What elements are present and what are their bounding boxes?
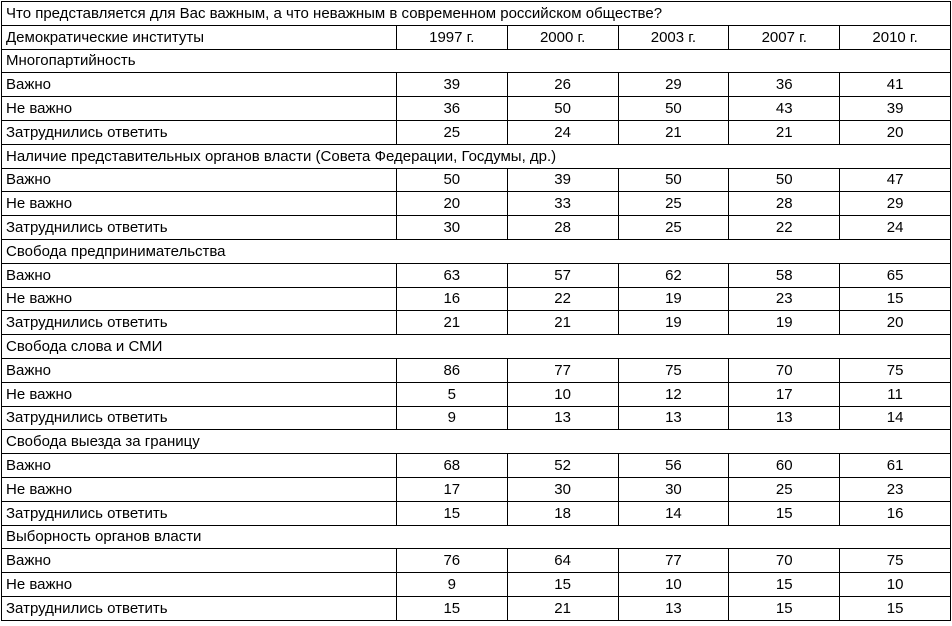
value-cell: 23 [729,287,840,311]
row-label: Важно [2,168,397,192]
value-cell: 15 [396,596,507,620]
value-cell: 57 [507,263,618,287]
value-cell: 19 [729,311,840,335]
value-cell: 15 [507,573,618,597]
value-cell: 86 [396,358,507,382]
value-cell: 63 [396,263,507,287]
value-cell: 28 [729,192,840,216]
value-cell: 43 [729,97,840,121]
value-cell: 21 [618,120,729,144]
table-row [2,406,951,430]
section-header-row [2,430,951,454]
value-cell: 15 [840,596,951,620]
row-label: Не важно [2,192,397,216]
value-cell: 24 [507,120,618,144]
table-row [2,216,951,240]
value-cell: 58 [729,263,840,287]
section-title: Многопартийность [2,49,951,73]
section-title: Свобода предпринимательства [2,239,951,263]
value-cell: 50 [618,168,729,192]
value-cell: 21 [507,311,618,335]
header-year: 2000 г. [507,25,618,49]
value-cell: 76 [396,549,507,573]
value-cell: 28 [507,216,618,240]
value-cell: 25 [618,192,729,216]
value-cell: 21 [507,596,618,620]
value-cell: 75 [840,358,951,382]
table-row [2,311,951,335]
question-title: Что представляется для Вас важным, а что неважным в современном российском обществе? [2,2,951,26]
value-cell: 22 [729,216,840,240]
value-cell: 50 [618,97,729,121]
value-cell: 20 [840,120,951,144]
header-year: 2003 г. [618,25,729,49]
value-cell: 22 [507,287,618,311]
section-title: Свобода выезда за границу [2,430,951,454]
section-title: Наличие представительных органов власти (Совета Федерации, Госдумы, др.) [2,144,951,168]
value-cell: 47 [840,168,951,192]
value-cell: 30 [618,477,729,501]
header-year: 2010 г. [840,25,951,49]
value-cell: 61 [840,454,951,478]
row-label: Не важно [2,97,397,121]
row-label: Не важно [2,287,397,311]
value-cell: 13 [618,596,729,620]
row-label: Важно [2,358,397,382]
value-cell: 13 [618,406,729,430]
table-row [2,97,951,121]
value-cell: 77 [507,358,618,382]
table-row [2,477,951,501]
value-cell: 13 [507,406,618,430]
value-cell: 60 [729,454,840,478]
value-cell: 50 [507,97,618,121]
value-cell: 26 [507,73,618,97]
value-cell: 11 [840,382,951,406]
table-row [2,596,951,620]
section-title: Выборность органов власти [2,525,951,549]
value-cell: 68 [396,454,507,478]
value-cell: 15 [729,573,840,597]
value-cell: 24 [840,216,951,240]
row-label: Затруднились ответить [2,596,397,620]
row-label: Затруднились ответить [2,216,397,240]
value-cell: 18 [507,501,618,525]
value-cell: 15 [729,501,840,525]
row-label: Затруднились ответить [2,406,397,430]
survey-table [1,1,951,621]
value-cell: 5 [396,382,507,406]
table-row [2,192,951,216]
value-cell: 19 [618,311,729,335]
table-row [2,573,951,597]
value-cell: 70 [729,549,840,573]
row-label: Не важно [2,477,397,501]
value-cell: 39 [507,168,618,192]
value-cell: 36 [396,97,507,121]
value-cell: 10 [618,573,729,597]
value-cell: 9 [396,573,507,597]
section-header-row [2,525,951,549]
value-cell: 23 [840,477,951,501]
value-cell: 17 [396,477,507,501]
table-row [2,454,951,478]
value-cell: 64 [507,549,618,573]
value-cell: 30 [396,216,507,240]
section-header-row [2,335,951,359]
value-cell: 10 [507,382,618,406]
value-cell: 65 [840,263,951,287]
table-row [2,549,951,573]
section-header-row [2,144,951,168]
value-cell: 15 [729,596,840,620]
value-cell: 52 [507,454,618,478]
value-cell: 25 [729,477,840,501]
value-cell: 56 [618,454,729,478]
header-year: 2007 г. [729,25,840,49]
value-cell: 19 [618,287,729,311]
row-label: Важно [2,549,397,573]
value-cell: 30 [507,477,618,501]
value-cell: 25 [396,120,507,144]
header-year: 1997 г. [396,25,507,49]
value-cell: 14 [840,406,951,430]
row-label: Не важно [2,573,397,597]
value-cell: 13 [729,406,840,430]
value-cell: 21 [396,311,507,335]
row-label: Затруднились ответить [2,311,397,335]
value-cell: 9 [396,406,507,430]
value-cell: 25 [618,216,729,240]
value-cell: 12 [618,382,729,406]
value-cell: 39 [396,73,507,97]
value-cell: 77 [618,549,729,573]
row-label: Затруднились ответить [2,501,397,525]
value-cell: 16 [840,501,951,525]
value-cell: 29 [840,192,951,216]
value-cell: 15 [840,287,951,311]
question-row [2,2,951,26]
value-cell: 20 [840,311,951,335]
row-label: Не важно [2,382,397,406]
value-cell: 75 [840,549,951,573]
table-row [2,501,951,525]
section-header-row [2,49,951,73]
value-cell: 14 [618,501,729,525]
value-cell: 50 [729,168,840,192]
value-cell: 15 [396,501,507,525]
section-title: Свобода слова и СМИ [2,335,951,359]
row-label: Важно [2,73,397,97]
value-cell: 10 [840,573,951,597]
table-row [2,168,951,192]
value-cell: 36 [729,73,840,97]
value-cell: 75 [618,358,729,382]
value-cell: 39 [840,97,951,121]
row-label: Затруднились ответить [2,120,397,144]
value-cell: 70 [729,358,840,382]
table-row [2,358,951,382]
table-row [2,73,951,97]
value-cell: 50 [396,168,507,192]
value-cell: 16 [396,287,507,311]
table-row [2,120,951,144]
value-cell: 33 [507,192,618,216]
value-cell: 21 [729,120,840,144]
section-header-row [2,239,951,263]
value-cell: 62 [618,263,729,287]
header-label: Демократические институты [2,25,397,49]
header-row [2,25,951,49]
table-row [2,382,951,406]
row-label: Важно [2,263,397,287]
table-row [2,287,951,311]
value-cell: 41 [840,73,951,97]
value-cell: 29 [618,73,729,97]
value-cell: 20 [396,192,507,216]
row-label: Важно [2,454,397,478]
table-row [2,263,951,287]
value-cell: 17 [729,382,840,406]
